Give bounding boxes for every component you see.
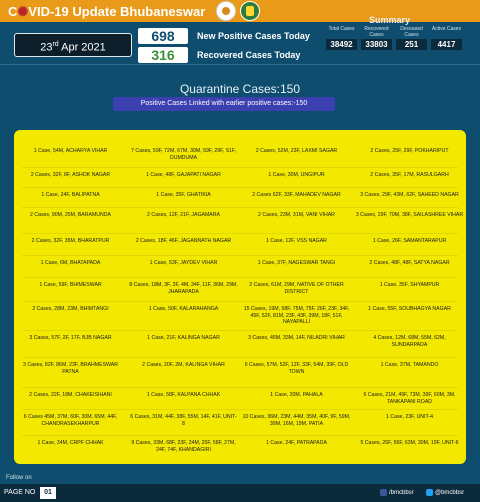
- case-row: [14, 148, 466, 161]
- case-cell: 2 Cases, 25F, 29F, POKHARIPUT: [370, 148, 449, 154]
- summary-label: Recovered Cases: [364, 26, 389, 38]
- case-cell: 9 Cases, 33M, 68F, 23F, 24M, 25F, 58F, 27M, 24F, 74F, KHANDAGIRI: [131, 440, 236, 453]
- case-cell: 2 Cases, 12F, 21F, JAGAMARA: [147, 212, 220, 218]
- case-cell: 2 Cases, 28M, 23M, BHIMTANGI: [32, 306, 109, 312]
- case-cell: 6 Cases, 57M, 52F, 12F, 33F, 54M, 39F, OLD TOWN: [244, 362, 349, 375]
- case-cell: 4 Cases, 12M, 68M, 55M, 62M, SUNDARPADA: [373, 335, 446, 348]
- case-cell: 6 Cases, 21M, 49F, 73M, 39F, 60M, 3M, TANKAPANI ROAD: [363, 392, 456, 405]
- case-cell: 2 Cases, 90M, 25M, BARAMUNDA: [29, 212, 111, 218]
- title-rest: VID-19 Update Bhubaneswar: [28, 4, 206, 19]
- row-divider: [22, 301, 458, 302]
- summary-recovered: [359, 26, 394, 56]
- date-day: 23: [40, 41, 53, 54]
- summary-value: 33803: [361, 39, 392, 50]
- case-cell: 1 Case, 26F, SAMANTARAPUR: [372, 238, 447, 244]
- case-cell: 1 Case, 24F, BALIPATNA: [41, 192, 100, 198]
- row-divider: [22, 357, 458, 358]
- case-cell: 2 Cases, 18F, 46F, JAGANNATH NAGAR: [135, 238, 232, 244]
- row-divider: [22, 277, 458, 278]
- case-cell: 3 Cases, 29F, 70M, 38F, SAILASHREE VIHAR: [355, 212, 464, 218]
- twitter-handle: @bmcbbsr: [435, 490, 465, 497]
- case-cell: 1 Case, 34M, CRPF CHHAK: [37, 440, 104, 446]
- recovered-cases-value: 316: [138, 47, 188, 63]
- case-cell: 1 Case, 35F, GHATIKIA: [156, 192, 211, 198]
- case-row: [14, 362, 466, 375]
- row-divider: [22, 255, 458, 256]
- case-row: [14, 172, 466, 179]
- case-cell: 2 Cases, 61M, 29M, NATIVE OF OTHER DISTRICT: [249, 282, 344, 295]
- row-divider: [22, 387, 458, 388]
- summary-label: Active Cases: [431, 26, 462, 32]
- summary-value: 4417: [431, 39, 462, 50]
- summary-label: Deceased Cases: [400, 26, 423, 38]
- row-divider: [22, 187, 458, 188]
- new-cases-value: 698: [138, 28, 188, 44]
- date-rest: Apr 2021: [58, 41, 106, 54]
- quarantine-title: Quarantine Cases:150: [179, 82, 301, 96]
- facebook-icon: [380, 489, 387, 496]
- case-row: [14, 440, 466, 453]
- case-cell: 5 Cases, 26F, 56F, 63M, 30M, 19F, UNIT-6: [360, 440, 459, 446]
- row-divider: [22, 167, 458, 168]
- row-divider: [22, 409, 458, 410]
- case-cell: 1 Case, 6M, BHATAPADA: [40, 260, 101, 266]
- case-cell: 10 Cases, 36M, 23M, 44M, 35M, 40F, 9F, 59M, 39M, 16M, 19M, PATIA: [242, 414, 351, 427]
- case-cell: 2 Cases, 23M, 31M, VANI VIHAR: [258, 212, 335, 218]
- case-cell: 1 Case, 59F, BHIMESWAR: [39, 282, 102, 288]
- case-cell: 1 Case, 54M, ACHARYA VIHAR: [33, 148, 108, 154]
- case-cell: 1 Case, 55F, SOUBHAGYA NAGAR: [368, 306, 451, 312]
- follow-label: Follow on: [6, 475, 32, 481]
- date-suffix: rd: [52, 41, 59, 48]
- page-title: [8, 4, 205, 20]
- case-row: [14, 260, 466, 267]
- row-divider: [22, 435, 458, 436]
- case-cell: 1 Case, 48F, GAJAPATI NAGAR: [146, 172, 221, 178]
- row-divider: [22, 207, 458, 208]
- case-list: [14, 130, 466, 464]
- case-cell: 3 Cases, 57F, 2F, 17F, BJB NAGAR: [29, 335, 112, 341]
- case-cell: 15 Cases, 19M, 58F, 75M, 75F, 26F, 23F, 34F, 45F, 52F, 81M, 23F, 43F, 39M, 18F, 51F, NAYAPALLI: [243, 306, 350, 325]
- case-row: [14, 335, 466, 348]
- facebook-link[interactable]: [380, 489, 414, 496]
- case-row: [14, 282, 466, 295]
- row-divider: [22, 233, 458, 234]
- case-cell: 1 Case, 37M, TAMANDO: [380, 362, 439, 368]
- summary-value: 38492: [326, 39, 357, 50]
- case-cell: 1 Case, 23F, UNIT-4: [386, 414, 433, 420]
- page-number: 01: [40, 487, 56, 499]
- case-row: [14, 212, 466, 219]
- case-cell: 1 Case, 50F, KALARAHANGA: [148, 306, 219, 312]
- case-cell: 7 Cases, 59F, 72M, 67M, 30M, 59F, 29F, S1F, DUMDUMA: [131, 148, 236, 161]
- twitter-icon: [426, 489, 433, 496]
- case-cell: 1 Case, 35F, SHYAMPUR: [379, 282, 440, 288]
- case-cell: 1 Case, 58F, KALPANA CHHAK: [146, 392, 221, 398]
- case-cell: 2 Cases, 35F, 17M, RASULGARH: [370, 172, 449, 178]
- case-cell: 6 Cases 45M, 37M, 60F, 30M, 65M, 44F, CHANDRASEKHARPUR: [23, 414, 118, 427]
- new-cases-label: New Positive Cases Today: [197, 31, 310, 41]
- bmc-logo-icon: [240, 1, 260, 21]
- page-label: PAGE NO: [4, 489, 36, 496]
- case-cell: 3 Cases, 29F, 43M, 62F, SAHEED NAGAR: [360, 192, 459, 198]
- case-cell: 3 Cases, 82F, 86M, 23F, BRAHMESWAR PATNA: [23, 362, 118, 375]
- case-cell: 2 Cases, 48F, 48F, SATYA NAGAR: [369, 260, 450, 266]
- case-cell: 6 Cases, 31M, 44F, 38F, 55M, 14F, 41F, UNIT-8: [130, 414, 237, 427]
- case-cell: 2 Cases, 52M, 23F, LAXMI SAGAR: [255, 148, 338, 154]
- summary-total: [324, 26, 359, 56]
- case-cell: 1 Case, 30M, UNGIPUR: [268, 172, 325, 178]
- row-divider: [22, 330, 458, 331]
- case-row: [14, 306, 466, 326]
- case-cell: 2 Cases, 22F, 18M, CHAKEISIHANI: [29, 392, 112, 398]
- summary-value: 251: [396, 39, 427, 50]
- summary-label: Total Cases: [328, 26, 355, 32]
- date-box: [14, 33, 132, 57]
- case-cell: 1 Case, 21F, KALINGA NAGAR: [147, 335, 220, 341]
- case-row: [14, 238, 466, 245]
- case-cell: 1 Case, 20M, PAHALA: [270, 392, 323, 398]
- case-cell: 1 Case, 24F, PATRAPADA: [266, 440, 327, 446]
- recovered-cases-label: Recovered Cases Today: [197, 50, 301, 60]
- summary-title: Summary: [369, 15, 411, 25]
- case-cell: 3 Cases, 45M, 33M, 14F, NILADRI VIHAR: [248, 335, 345, 341]
- summary-deceased: [394, 26, 429, 56]
- case-row: [14, 192, 466, 199]
- case-cell: 2 Cases, 32F, 8F, ASHOK NAGAR: [30, 172, 111, 178]
- case-cell: 1 Case, 37F, NAGESWAR TANGI: [257, 260, 336, 266]
- twitter-link[interactable]: [426, 489, 464, 496]
- facebook-handle: /bmcbbsr: [389, 490, 414, 497]
- case-cell: 2 Cases 62F, 33F, MAHADEV NAGAR: [252, 192, 341, 198]
- case-cell: 2 Cases, 32F, 35M, BHARATPUR: [31, 238, 110, 244]
- case-cell: 1 Case, 12F, VSS NAGAR: [266, 238, 327, 244]
- case-row: [14, 392, 466, 405]
- case-cell: 8 Cases, 18M, 3F, 3F, 4M, 34F, 11F, 36M, 29M, JHARAPADA: [129, 282, 238, 295]
- footer-bar: [0, 484, 480, 502]
- virus-icon: ✺: [17, 4, 29, 19]
- quarantine-subtitle: Positive Cases Linked with earlier positive cases:-150: [113, 97, 335, 111]
- title-prefix: C: [8, 4, 18, 19]
- odisha-govt-logo-icon: [216, 1, 236, 21]
- summary-panel: [324, 26, 464, 56]
- case-cell: 1 Case, 53F, JAYDEV VIHAR: [149, 260, 218, 266]
- summary-active: [429, 26, 464, 56]
- case-row: [14, 414, 466, 427]
- case-cell: 2 Cases, 20F, 2M, KALINGA VIHAR: [142, 362, 225, 368]
- divider: [0, 64, 480, 65]
